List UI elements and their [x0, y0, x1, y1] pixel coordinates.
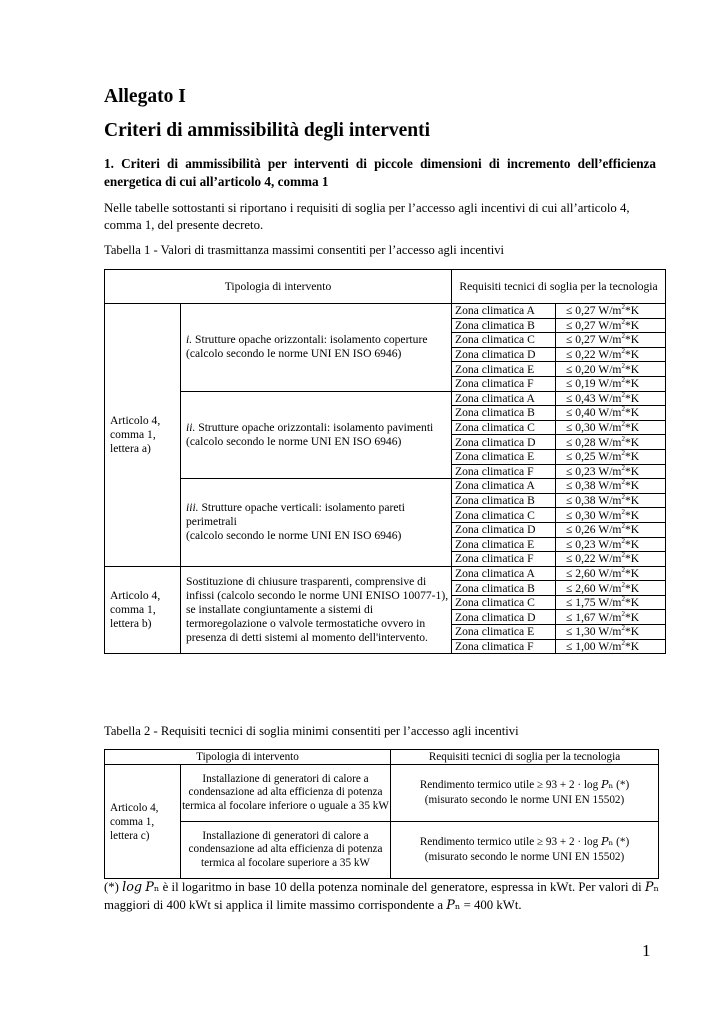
- unit-label: W/m: [595, 362, 622, 376]
- zona-cell: Zona climatica E: [452, 362, 556, 377]
- intervento-cell: [181, 566, 452, 654]
- unit-tail: *K: [624, 479, 640, 493]
- valore-number: 1,75: [575, 596, 596, 610]
- intervento-number: i.: [186, 333, 193, 347]
- unit-label: W/m: [595, 450, 622, 464]
- unit-exponent: 2: [621, 624, 625, 633]
- leq-symbol: ≤: [566, 348, 576, 362]
- leq-symbol: ≤: [566, 508, 576, 522]
- valore-number: 0,22: [575, 348, 596, 362]
- valore-cell: [556, 304, 666, 319]
- unit-exponent: 2: [621, 507, 625, 516]
- header-tipologia: Tipologia di intervento: [105, 750, 391, 765]
- valore-cell: [556, 566, 666, 581]
- table-row: [105, 479, 666, 494]
- zona-cell: Zona climatica F: [452, 464, 556, 479]
- leq-symbol: ≤: [566, 479, 576, 493]
- unit-tail: *K: [624, 464, 640, 478]
- articolo-cell: Articolo 4, comma 1, lettera b): [105, 566, 181, 654]
- table-row: [105, 822, 659, 879]
- unit-exponent: 2: [621, 361, 625, 370]
- unit-label: W/m: [595, 523, 622, 537]
- leq-symbol: ≤: [566, 464, 576, 478]
- unit-label: W/m: [595, 348, 622, 362]
- unit-tail: *K: [624, 406, 640, 420]
- page-title: Criteri di ammissibilità degli interventi: [104, 120, 431, 141]
- valore-cell: [556, 522, 666, 537]
- valore-number: 0,28: [575, 435, 596, 449]
- table-row: [105, 566, 666, 581]
- valore-number: 0,23: [575, 464, 596, 478]
- unit-label: W/m: [595, 406, 622, 420]
- unit-label: W/m: [595, 435, 622, 449]
- valore-cell: [556, 376, 666, 391]
- zona-cell: Zona climatica C: [452, 508, 556, 523]
- intervento-text: Sostituzione di chiusure trasparenti, comprensive di infissi (calcolo secondo le norme UNI ENISO 10077-1), se installate congiuntamente a sistemi di termoregolazione o valvole termostatiche ovvero in presenza di detti sistemi al momento dell'intervento.: [186, 574, 449, 644]
- unit-tail: *K: [624, 362, 640, 376]
- leq-symbol: ≤: [566, 537, 576, 551]
- valore-number: 0,23: [575, 537, 596, 551]
- unit-tail: *K: [624, 348, 640, 362]
- valore-cell: [556, 552, 666, 567]
- valore-number: 2,60: [575, 581, 596, 595]
- valore-cell: [556, 595, 666, 610]
- footnote: (*) 𝑙𝑜𝑔 𝑃ₙ è il logaritmo in base 10 della potenza nominale del generatore, espressa in kWt. Per valori di 𝑃ₙ maggiori di 400 kWt si applica il limite massimo corrispondente a 𝑃ₙ = 400 kWt.: [104, 880, 660, 912]
- valore-cell: [556, 333, 666, 348]
- valore-cell: [556, 537, 666, 552]
- unit-label: W/m: [595, 639, 622, 653]
- leq-symbol: ≤: [566, 391, 576, 405]
- valore-cell: [556, 581, 666, 596]
- requisito-cell: [391, 765, 659, 822]
- intervento-cell: [181, 304, 452, 392]
- leq-symbol: ≤: [566, 435, 576, 449]
- zona-cell: Zona climatica F: [452, 639, 556, 654]
- intervento-cell: [181, 479, 452, 567]
- unit-exponent: 2: [621, 303, 625, 312]
- unit-label: W/m: [595, 479, 622, 493]
- unit-tail: *K: [624, 421, 640, 435]
- valore-cell: [556, 318, 666, 333]
- valore-number: 0,38: [575, 479, 596, 493]
- zona-cell: Zona climatica B: [452, 493, 556, 508]
- valore-number: 0,22: [575, 552, 596, 566]
- unit-label: W/m: [595, 494, 622, 508]
- intervento-number: ii.: [186, 420, 196, 434]
- zona-cell: Zona climatica F: [452, 376, 556, 391]
- intervento-text: Strutture opache orizzontali: isolamento pavimenti: [195, 420, 434, 434]
- valore-cell: [556, 391, 666, 406]
- unit-tail: *K: [624, 581, 640, 595]
- valore-number: 0,38: [575, 494, 596, 508]
- unit-label: W/m: [595, 566, 622, 580]
- unit-tail: *K: [624, 450, 640, 464]
- zona-cell: Zona climatica E: [452, 625, 556, 640]
- valore-number: 0,43: [575, 391, 596, 405]
- valore-number: 0,30: [575, 421, 596, 435]
- zona-cell: Zona climatica A: [452, 479, 556, 494]
- unit-exponent: 2: [621, 347, 625, 356]
- leq-symbol: ≤: [566, 318, 576, 332]
- unit-exponent: 2: [621, 420, 625, 429]
- zona-cell: Zona climatica D: [452, 435, 556, 450]
- unit-tail: *K: [624, 391, 640, 405]
- unit-exponent: 2: [621, 522, 625, 531]
- unit-label: W/m: [595, 391, 622, 405]
- leq-symbol: ≤: [566, 406, 576, 420]
- valore-cell: [556, 406, 666, 421]
- unit-tail: *K: [624, 377, 640, 391]
- valore-cell: [556, 420, 666, 435]
- zona-cell: Zona climatica C: [452, 420, 556, 435]
- unit-label: W/m: [595, 625, 622, 639]
- unit-label: W/m: [595, 464, 622, 478]
- table-row: [105, 765, 659, 822]
- intervento-norm: (calcolo secondo le norme UNI EN ISO 6946): [186, 347, 402, 361]
- zona-cell: Zona climatica F: [452, 552, 556, 567]
- leq-symbol: ≤: [566, 494, 576, 508]
- table-1: [104, 269, 666, 654]
- zona-cell: Zona climatica E: [452, 537, 556, 552]
- leq-symbol: ≤: [566, 596, 576, 610]
- zona-cell: Zona climatica B: [452, 406, 556, 421]
- header-requisiti: Requisiti tecnici di soglia per la tecnologia: [452, 270, 666, 304]
- valore-cell: [556, 493, 666, 508]
- unit-tail: *K: [624, 566, 640, 580]
- unit-tail: *K: [624, 596, 640, 610]
- leq-symbol: ≤: [566, 610, 576, 624]
- unit-tail: *K: [624, 494, 640, 508]
- valore-number: 0,27: [575, 333, 596, 347]
- unit-exponent: 2: [621, 493, 625, 502]
- unit-exponent: 2: [621, 580, 625, 589]
- table-row: [105, 304, 666, 319]
- unit-exponent: 2: [621, 478, 625, 487]
- valore-number: 1,30: [575, 625, 596, 639]
- unit-exponent: 2: [621, 317, 625, 326]
- table2-caption: Tabella 2 - Requisiti tecnici di soglia minimi consentiti per l’accesso agli incentivi: [104, 724, 519, 738]
- header-tipologia: Tipologia di intervento: [105, 270, 452, 304]
- intervento-norm: (calcolo secondo le norme UNI EN ISO 6946): [186, 529, 402, 543]
- leq-symbol: ≤: [566, 333, 576, 347]
- leq-symbol: ≤: [566, 450, 576, 464]
- intervento-text: Strutture opache orizzontali: isolamento coperture: [192, 333, 428, 347]
- unit-tail: *K: [624, 552, 640, 566]
- valore-cell: [556, 508, 666, 523]
- unit-exponent: 2: [621, 449, 625, 458]
- unit-tail: *K: [624, 508, 640, 522]
- valore-number: 0,26: [575, 523, 596, 537]
- unit-label: W/m: [595, 537, 622, 551]
- section-heading: 1. Criteri di ammissibilità per interventi di piccole dimensioni di incremento dell’efficienza energetica di cui all’articolo 4, comma 1: [104, 156, 656, 189]
- leq-symbol: ≤: [566, 625, 576, 639]
- valore-number: 0,25: [575, 450, 596, 464]
- page-number: 1: [642, 941, 651, 960]
- unit-exponent: 2: [621, 463, 625, 472]
- unit-tail: *K: [624, 304, 640, 318]
- requisito-norm: (misurato secondo le norme UNI EN 15502): [424, 851, 625, 863]
- valore-number: 0,20: [575, 362, 596, 376]
- unit-label: W/m: [595, 318, 622, 332]
- unit-label: W/m: [595, 596, 622, 610]
- zona-cell: Zona climatica C: [452, 333, 556, 348]
- unit-label: W/m: [595, 610, 622, 624]
- leq-symbol: ≤: [566, 421, 576, 435]
- intervento-cell: Installazione di generatori di calore a condensazione ad alta efficienza di potenza termica al focolare inferiore o uguale a 35 kW: [181, 765, 391, 822]
- leq-symbol: ≤: [566, 362, 576, 376]
- unit-label: W/m: [595, 581, 622, 595]
- unit-exponent: 2: [621, 405, 625, 414]
- table-header-row: [105, 750, 659, 765]
- requisito-formula: Rendimento termico utile ≥ 93 + 2 · log 𝑃ₙ (*): [419, 779, 630, 791]
- requisito-cell: [391, 822, 659, 879]
- unit-exponent: 2: [621, 565, 625, 574]
- unit-exponent: 2: [621, 434, 625, 443]
- valore-cell: [556, 479, 666, 494]
- valore-cell: [556, 362, 666, 377]
- unit-tail: *K: [624, 537, 640, 551]
- leq-symbol: ≤: [566, 523, 576, 537]
- unit-label: W/m: [595, 333, 622, 347]
- unit-exponent: 2: [621, 551, 625, 560]
- valore-cell: [556, 347, 666, 362]
- intervento-norm: (calcolo secondo le norme UNI EN ISO 6946): [186, 434, 402, 448]
- valore-cell: [556, 449, 666, 464]
- valore-number: 0,30: [575, 508, 596, 522]
- unit-label: W/m: [595, 421, 622, 435]
- table1-caption: Tabella 1 - Valori di trasmittanza massimi consentiti per l’accesso agli incentivi: [104, 243, 505, 257]
- zona-cell: Zona climatica B: [452, 318, 556, 333]
- valore-number: 1,00: [575, 639, 596, 653]
- zona-cell: Zona climatica A: [452, 304, 556, 319]
- unit-exponent: 2: [621, 609, 625, 618]
- table-2: [104, 749, 659, 879]
- requisito-norm: (misurato secondo le norme UNI EN 15502): [424, 794, 625, 806]
- valore-number: 0,19: [575, 377, 596, 391]
- leq-symbol: ≤: [566, 639, 576, 653]
- unit-tail: *K: [624, 435, 640, 449]
- valore-cell: [556, 639, 666, 654]
- valore-cell: [556, 610, 666, 625]
- zona-cell: Zona climatica D: [452, 610, 556, 625]
- unit-exponent: 2: [621, 390, 625, 399]
- zona-cell: Zona climatica D: [452, 522, 556, 537]
- unit-tail: *K: [624, 610, 640, 624]
- valore-number: 2,60: [575, 566, 596, 580]
- unit-tail: *K: [624, 523, 640, 537]
- leq-symbol: ≤: [566, 552, 576, 566]
- zona-cell: Zona climatica D: [452, 347, 556, 362]
- intervento-cell: Installazione di generatori di calore a condensazione ad alta efficienza di potenza termica al focolare superiore a 35 kW: [181, 822, 391, 879]
- table-header-row: [105, 270, 666, 304]
- zona-cell: Zona climatica A: [452, 566, 556, 581]
- unit-exponent: 2: [621, 376, 625, 385]
- valore-cell: [556, 435, 666, 450]
- header-requisiti: Requisiti tecnici di soglia per la tecnologia: [391, 750, 659, 765]
- unit-exponent: 2: [621, 536, 625, 545]
- valore-number: 0,27: [575, 304, 596, 318]
- leq-symbol: ≤: [566, 566, 576, 580]
- annex-heading: Allegato I: [104, 86, 186, 107]
- unit-tail: *K: [624, 625, 640, 639]
- articolo-cell: Articolo 4, comma 1, lettera a): [105, 304, 181, 567]
- unit-tail: *K: [624, 639, 640, 653]
- valore-cell: [556, 464, 666, 479]
- articolo-cell: Articolo 4, comma 1, lettera c): [105, 765, 181, 879]
- valore-number: 0,27: [575, 318, 596, 332]
- unit-tail: *K: [624, 318, 640, 332]
- leq-symbol: ≤: [566, 581, 576, 595]
- unit-exponent: 2: [621, 332, 625, 341]
- zona-cell: Zona climatica C: [452, 595, 556, 610]
- intervento-text: Strutture opache verticali: isolamento pareti perimetrali: [186, 501, 405, 529]
- unit-label: W/m: [595, 304, 622, 318]
- unit-label: W/m: [595, 377, 622, 391]
- leq-symbol: ≤: [566, 304, 576, 318]
- leq-symbol: ≤: [566, 377, 576, 391]
- zona-cell: Zona climatica A: [452, 391, 556, 406]
- unit-tail: *K: [624, 333, 640, 347]
- valore-number: 1,67: [575, 610, 596, 624]
- unit-label: W/m: [595, 552, 622, 566]
- unit-exponent: 2: [621, 638, 625, 647]
- table-row: [105, 391, 666, 406]
- zona-cell: Zona climatica E: [452, 449, 556, 464]
- unit-exponent: 2: [621, 595, 625, 604]
- intro-paragraph: Nelle tabelle sottostanti si riportano i requisiti di soglia per l’accesso agli incentivi di cui all’articolo 4, comma 1, del presente decreto.: [104, 201, 630, 232]
- intervento-cell: [181, 391, 452, 479]
- intervento-number: iii.: [186, 501, 199, 515]
- unit-label: W/m: [595, 508, 622, 522]
- requisito-formula: Rendimento termico utile ≥ 93 + 2 · log 𝑃ₙ (*): [419, 836, 630, 848]
- valore-number: 0,40: [575, 406, 596, 420]
- zona-cell: Zona climatica B: [452, 581, 556, 596]
- valore-cell: [556, 625, 666, 640]
